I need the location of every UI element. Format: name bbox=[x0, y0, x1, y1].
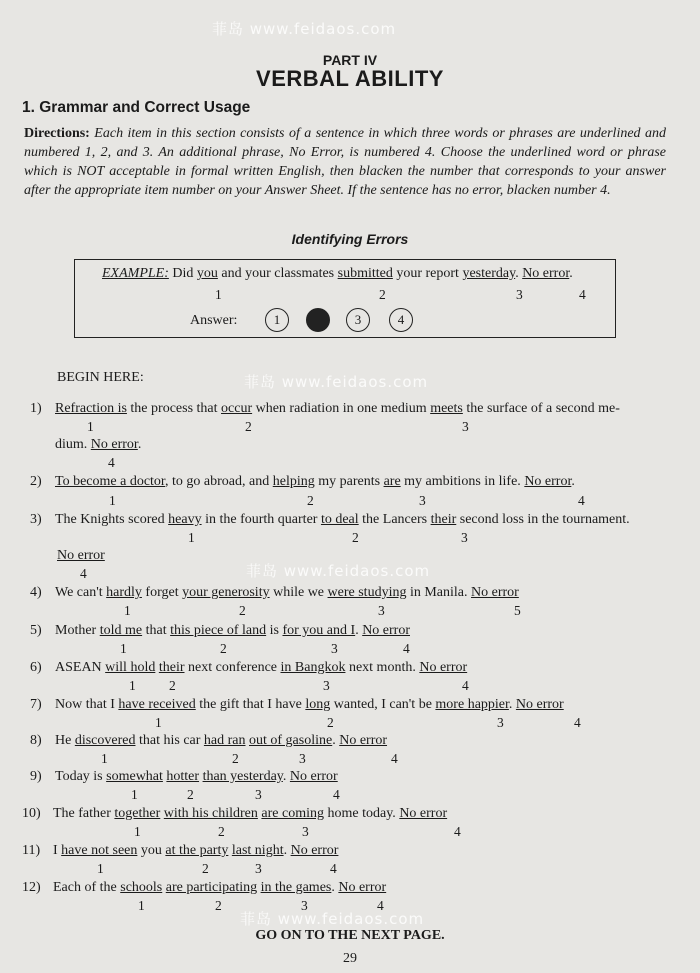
no-error-option: No error bbox=[338, 880, 387, 895]
underlined-option: hardly bbox=[106, 585, 142, 600]
underlined-option: meets bbox=[430, 401, 463, 416]
option-number: 3 bbox=[419, 493, 426, 508]
answer-bubble-1: 1 bbox=[265, 308, 289, 332]
underlined-option: to deal bbox=[320, 512, 359, 527]
subsection-title: Identifying Errors bbox=[291, 231, 409, 247]
option-number: 4 bbox=[454, 824, 461, 839]
example-underlined-4: No error bbox=[522, 266, 570, 281]
sentence-text: the Lancers bbox=[358, 512, 431, 527]
sentence-text: . bbox=[571, 474, 575, 489]
no-error-option: No error bbox=[57, 548, 105, 563]
underlined-option: schools bbox=[120, 880, 163, 895]
sentence-text: dium. bbox=[55, 437, 91, 452]
underlined-option: in Bangkok bbox=[280, 660, 346, 675]
sentence-text: in Manila. bbox=[406, 585, 472, 600]
question-sentence bbox=[55, 512, 630, 528]
option-number: 1 bbox=[124, 603, 131, 618]
underlined-option: with his children bbox=[163, 806, 258, 821]
underlined-option: have received bbox=[118, 697, 196, 712]
underlined-option: heavy bbox=[168, 512, 202, 527]
question-sentence bbox=[55, 697, 564, 713]
underlined-option: their bbox=[158, 660, 185, 675]
example-text: and your classmates bbox=[221, 266, 335, 281]
underlined-option: than yesterday bbox=[202, 769, 283, 784]
no-error-option: No error bbox=[290, 843, 339, 858]
option-number: 2 bbox=[307, 493, 314, 508]
answer-bubble-3: 3 bbox=[346, 308, 370, 332]
option-number: 4 bbox=[403, 641, 410, 656]
option-number: 2 bbox=[239, 603, 246, 618]
sentence-text: , to go abroad, and bbox=[165, 474, 273, 489]
option-number: 3 bbox=[331, 641, 338, 656]
underlined-option: long bbox=[305, 697, 331, 712]
option-number: 1 bbox=[109, 493, 116, 508]
sentence-text: in the fourth quarter bbox=[201, 512, 321, 527]
question-sentence bbox=[53, 880, 386, 896]
no-error-option: No error bbox=[471, 585, 519, 600]
question-number: 9) bbox=[30, 769, 42, 784]
example-underlined-1: you bbox=[196, 266, 218, 281]
question-sentence-continued bbox=[55, 437, 141, 453]
directions-lead: Directions: bbox=[24, 126, 90, 141]
sentence-text: the surface of a second me- bbox=[462, 401, 620, 416]
option-number: 1 bbox=[131, 787, 138, 802]
example-underlined-2: submitted bbox=[337, 266, 393, 281]
sentence-text: my parents bbox=[314, 474, 384, 489]
underlined-option: at the party bbox=[165, 843, 229, 858]
sentence-text: . bbox=[283, 843, 291, 858]
page-number: 29 bbox=[343, 951, 357, 966]
sentence-text: that his car bbox=[135, 733, 204, 748]
no-error-option: No error bbox=[419, 660, 468, 675]
option-number: 1 bbox=[129, 678, 136, 693]
option-number: 3 bbox=[255, 787, 262, 802]
example-text: . bbox=[569, 266, 573, 281]
sentence-text: Now that I bbox=[55, 697, 119, 712]
option-number: 2 bbox=[218, 824, 225, 839]
option-number: 1 bbox=[155, 715, 162, 730]
no-error-option: No error bbox=[515, 697, 564, 712]
question-number: 11) bbox=[22, 843, 41, 858]
question-sentence bbox=[55, 733, 387, 749]
sentence-text: forget bbox=[141, 585, 183, 600]
example-sentence bbox=[102, 266, 573, 282]
option-number: 1 bbox=[97, 861, 104, 876]
underlined-option: have not seen bbox=[61, 843, 138, 858]
example-box bbox=[74, 259, 616, 338]
no-error-option: No error bbox=[524, 474, 572, 489]
option-number: 2 bbox=[220, 641, 227, 656]
option-number: 1 bbox=[87, 419, 94, 434]
example-number: 4 bbox=[579, 287, 586, 302]
sentence-text: you bbox=[137, 843, 166, 858]
underlined-option: last night bbox=[231, 843, 284, 858]
question-sentence bbox=[55, 401, 620, 417]
question-number: 8) bbox=[30, 733, 42, 748]
question-sentence bbox=[53, 806, 447, 822]
sentence-text: that bbox=[142, 623, 171, 638]
underlined-option: are bbox=[383, 474, 401, 489]
question-sentence-continued bbox=[57, 548, 105, 564]
option-number: 2 bbox=[327, 715, 334, 730]
sentence-text: ASEAN bbox=[55, 660, 106, 675]
option-number: 2 bbox=[169, 678, 176, 693]
underlined-option: somewhat bbox=[106, 769, 163, 784]
option-number: 4 bbox=[574, 715, 581, 730]
go-on-instruction: GO ON TO THE NEXT PAGE. bbox=[255, 928, 445, 943]
option-number: 1 bbox=[134, 824, 141, 839]
question-sentence bbox=[55, 660, 467, 676]
question-number: 3) bbox=[30, 512, 42, 527]
no-error-option: No error bbox=[289, 769, 338, 784]
sentence-text: the gift that I have bbox=[195, 697, 306, 712]
answer-bubble-2-filled bbox=[306, 308, 330, 332]
underlined-option: in the games bbox=[260, 880, 332, 895]
option-number: 3 bbox=[255, 861, 262, 876]
sentence-text: wanted, I can't be bbox=[330, 697, 436, 712]
question-sentence bbox=[55, 474, 575, 490]
page-title: VERBAL ABILITY bbox=[256, 66, 444, 91]
underlined-option: helping bbox=[272, 474, 315, 489]
underlined-option: together bbox=[114, 806, 161, 821]
question-sentence bbox=[55, 585, 519, 601]
option-number: 3 bbox=[299, 751, 306, 766]
option-number: 4 bbox=[108, 455, 115, 470]
question-number: 2) bbox=[30, 474, 42, 489]
option-number: 3 bbox=[462, 419, 469, 434]
sentence-text: . bbox=[355, 623, 363, 638]
underlined-option: told me bbox=[99, 623, 143, 638]
underlined-option: will hold bbox=[105, 660, 156, 675]
sentence-text: next month. bbox=[345, 660, 420, 675]
sentence-text: next conference bbox=[184, 660, 281, 675]
sentence-text: the process that bbox=[126, 401, 222, 416]
option-number: 2 bbox=[187, 787, 194, 802]
option-number: 1 bbox=[120, 641, 127, 656]
question-sentence bbox=[55, 769, 338, 785]
watermark: 菲岛 www.feidaos.com bbox=[246, 562, 431, 580]
example-text: your report bbox=[396, 266, 459, 281]
example-underlined-3: yesterday bbox=[462, 266, 516, 281]
option-number: 4 bbox=[377, 898, 384, 913]
underlined-option: are coming bbox=[261, 806, 324, 821]
option-number: 2 bbox=[202, 861, 209, 876]
sentence-text: Today is bbox=[55, 769, 107, 784]
option-number: 4 bbox=[80, 566, 87, 581]
underlined-option: hotter bbox=[166, 769, 200, 784]
sentence-text: when radiation in one medium bbox=[252, 401, 431, 416]
sentence-text: . bbox=[508, 697, 516, 712]
underlined-option: had ran bbox=[203, 733, 246, 748]
example-number: 1 bbox=[215, 287, 222, 302]
no-error-option: No error bbox=[90, 437, 138, 452]
sentence-text: Mother bbox=[55, 623, 100, 638]
sentence-text: The father bbox=[53, 806, 115, 821]
question-number: 4) bbox=[30, 585, 42, 600]
option-number: 1 bbox=[138, 898, 145, 913]
sentence-text: We can't bbox=[55, 585, 107, 600]
sentence-text: is bbox=[266, 623, 283, 638]
question-sentence bbox=[55, 623, 410, 639]
question-number: 7) bbox=[30, 697, 42, 712]
begin-here: BEGIN HERE: bbox=[57, 370, 144, 385]
question-number: 12) bbox=[22, 880, 41, 895]
sentence-text: . bbox=[331, 880, 339, 895]
question-number: 5) bbox=[30, 623, 42, 638]
option-number: 2 bbox=[245, 419, 252, 434]
watermark: 菲岛 www.feidaos.com bbox=[240, 910, 425, 928]
option-number: 2 bbox=[352, 530, 359, 545]
option-number: 2 bbox=[215, 898, 222, 913]
question-number: 6) bbox=[30, 660, 42, 675]
option-number: 4 bbox=[578, 493, 585, 508]
underlined-option: discovered bbox=[74, 733, 136, 748]
underlined-option: more happier bbox=[435, 697, 509, 712]
watermark: 菲岛 www.feidaos.com bbox=[212, 20, 397, 38]
sentence-text: Each of the bbox=[53, 880, 121, 895]
option-number: 3 bbox=[461, 530, 468, 545]
part-label: PART IV bbox=[322, 52, 378, 68]
answer-label: Answer: bbox=[190, 313, 238, 328]
option-number: 3 bbox=[323, 678, 330, 693]
directions bbox=[24, 124, 666, 200]
sentence-text: The Knights scored bbox=[55, 512, 169, 527]
sentence-text: . bbox=[137, 437, 142, 452]
question-number: 10) bbox=[22, 806, 41, 821]
underlined-option: are participating bbox=[165, 880, 258, 895]
answer-bubble-4: 4 bbox=[389, 308, 413, 332]
example-label: EXAMPLE: bbox=[102, 266, 169, 281]
sentence-text: He bbox=[55, 733, 75, 748]
underlined-option: were studying bbox=[327, 585, 407, 600]
option-number: 3 bbox=[302, 824, 309, 839]
underlined-option: for you and I bbox=[282, 623, 356, 638]
section-heading: 1. Grammar and Correct Usage bbox=[22, 99, 251, 116]
example-text: . bbox=[515, 266, 519, 281]
sentence-text: I bbox=[53, 843, 62, 858]
underlined-option: occur bbox=[221, 401, 253, 416]
option-number: 4 bbox=[330, 861, 337, 876]
underlined-option: Refraction is bbox=[55, 401, 127, 416]
option-number: 4 bbox=[391, 751, 398, 766]
option-number: 2 bbox=[232, 751, 239, 766]
no-error-option: No error bbox=[339, 733, 388, 748]
option-number: 3 bbox=[301, 898, 308, 913]
underlined-option: their bbox=[430, 512, 457, 527]
underlined-option: To become a doctor bbox=[55, 474, 166, 489]
example-number: 3 bbox=[516, 287, 523, 302]
option-number: 1 bbox=[188, 530, 195, 545]
option-number: 3 bbox=[378, 603, 385, 618]
sentence-text: . bbox=[332, 733, 340, 748]
sentence-text: . bbox=[282, 769, 290, 784]
example-number: 2 bbox=[379, 287, 386, 302]
no-error-option: No error bbox=[362, 623, 410, 638]
option-number: 1 bbox=[101, 751, 108, 766]
option-number: 5 bbox=[514, 603, 521, 618]
sentence-text: home today. bbox=[324, 806, 400, 821]
question-number: 1) bbox=[30, 401, 42, 416]
example-text: Did bbox=[172, 266, 194, 281]
watermark: 菲岛 www.feidaos.com bbox=[244, 373, 429, 391]
question-sentence bbox=[53, 843, 338, 859]
option-number: 3 bbox=[497, 715, 504, 730]
underlined-option: this piece of land bbox=[170, 623, 267, 638]
sentence-text: while we bbox=[269, 585, 328, 600]
option-number: 4 bbox=[462, 678, 469, 693]
no-error-option: No error bbox=[399, 806, 448, 821]
directions-text: Each item in this section consists of a sentence in which three words or phrases are underlined and numbered 1, 2, and 3. An additional phrase, No Error, is numbered 4. Choose the underlined word or phrase which is NOT acceptable in formal written English, then blacken the number that corresponds to your answer after the appropriate item number on your Answer Sheet. If the sentence has no error, blacken number 4. bbox=[24, 126, 666, 198]
underlined-option: out of gasoline bbox=[249, 733, 333, 748]
sentence-text: second loss in the tournament. bbox=[456, 512, 630, 527]
sentence-text: my ambitions in life. bbox=[400, 474, 525, 489]
underlined-option: your generosity bbox=[182, 585, 270, 600]
option-number: 4 bbox=[333, 787, 340, 802]
